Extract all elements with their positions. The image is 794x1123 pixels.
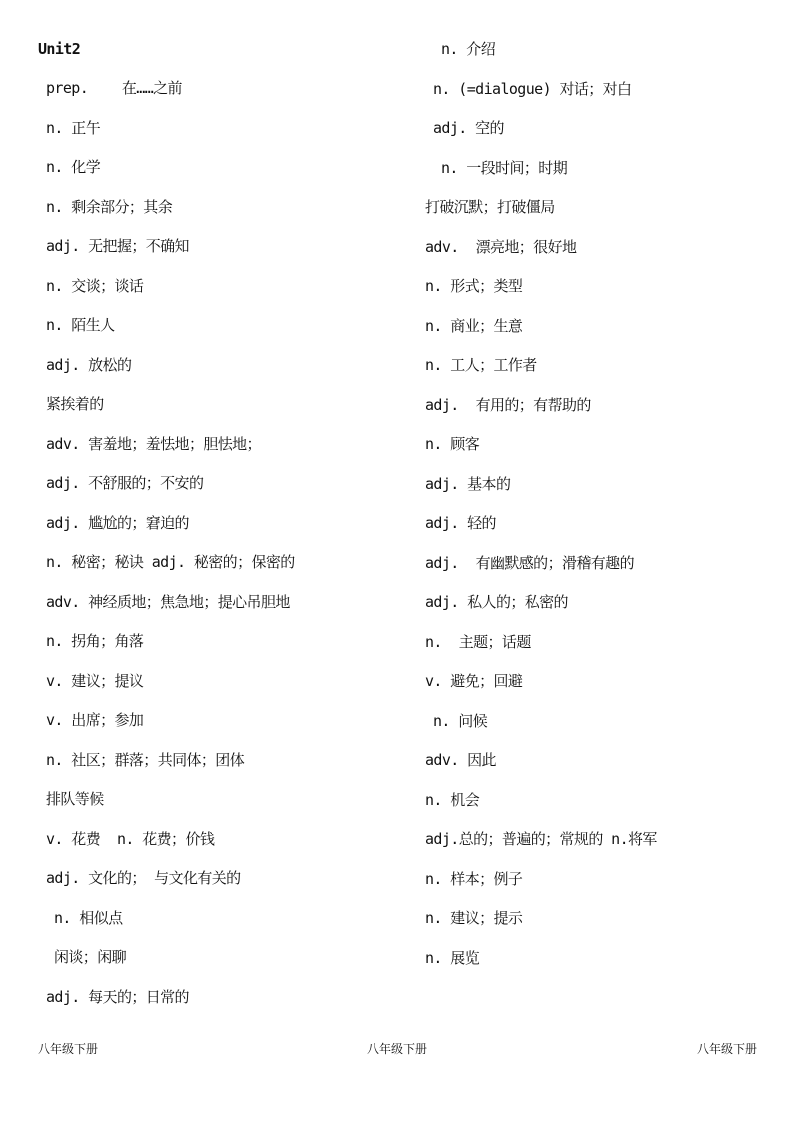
vocab-entry: v. 花费 n. 花费；价钱 [46, 829, 215, 848]
vocab-entry: n. 秘密；秘诀 adj. 秘密的；保密的 [46, 553, 295, 571]
vocab-entry: adv. 害羞地；羞怯地；胆怯地； [46, 434, 261, 453]
vocab-entry: adj. 放松的 [46, 355, 132, 374]
vocab-entry: n. 问候 [433, 711, 488, 730]
footer-right: 八年级下册 [697, 1042, 758, 1056]
vocab-entry: n. 机会 [425, 790, 480, 809]
vocab-entry: adj. 尴尬的；窘迫的 [46, 513, 189, 532]
vocab-entry: adj.总的；普遍的；常规的 n.将军 [425, 830, 657, 848]
vocab-entry: v. 避免；回避 [425, 672, 523, 690]
vocab-entry: n. 交谈；谈话 [46, 276, 144, 295]
vocab-entry: n. 展览 [425, 948, 480, 967]
vocab-entry: adj. 文化的； 与文化有关的 [46, 869, 241, 887]
vocab-entry: prep. 在……之前 [46, 79, 182, 97]
vocab-entry: adj. 不舒服的；不安的 [46, 474, 204, 492]
vocab-entry: v. 出席；参加 [46, 711, 144, 729]
vocab-entry: adv. 因此 [425, 751, 496, 769]
footer-left: 八年级下册 [38, 1042, 99, 1056]
vocab-entry: n. 形式；类型 [425, 277, 523, 295]
vocab-entry: 打破沉默；打破僵局 [425, 198, 555, 216]
vocab-entry: n. 工人；工作者 [425, 356, 537, 374]
vocab-entry: 排队等候 [46, 790, 104, 808]
vocab-entry: adv. 漂亮地；很好地 [425, 237, 577, 256]
vocab-entry: n. 陌生人 [46, 316, 115, 334]
footer-center: 八年级下册 [367, 1042, 428, 1056]
vocab-entry: adj. 有幽默感的；滑稽有趣的 [425, 553, 634, 572]
vocab-entry: adj. 每天的；日常的 [46, 987, 189, 1006]
vocab-entry: 闲谈；闲聊 [54, 948, 127, 966]
vocab-entry: adj. 无把握；不确知 [46, 237, 189, 255]
vocab-entry: adj. 私人的；私密的 [425, 593, 568, 611]
vocab-entry: adv. 神经质地；焦急地；提心吊胆地 [46, 592, 290, 611]
vocab-entry: n. 社区；群落；共同体；团体 [46, 750, 245, 769]
vocab-entry: 紧挨着的 [46, 395, 104, 413]
vocab-entry: adj. 轻的 [425, 514, 496, 532]
vocab-entry: adj. 空的 [433, 119, 504, 137]
vocab-entry: n. 拐角；角落 [46, 632, 144, 650]
vocab-entry: n. 化学 [46, 158, 101, 176]
vocab-entry: n. (=dialogue) 对话；对白 [433, 79, 632, 98]
vocab-entry: n. 建议；提示 [425, 909, 523, 927]
unit-title: Unit2 [38, 40, 81, 58]
vocab-entry: adj. 基本的 [425, 474, 511, 493]
vocab-entry: n. 顾客 [425, 435, 480, 453]
vocab-entry: n. 主题；话题 [425, 632, 531, 651]
vocab-entry: n. 样本；例子 [425, 869, 523, 888]
vocab-entry: n. 剩余部分；其余 [46, 197, 173, 216]
vocab-entry: n. 介绍 [441, 40, 496, 58]
vocab-entry: n. 一段时间；时期 [441, 158, 568, 177]
vocab-entry: n. 正午 [46, 118, 101, 137]
vocab-entry: n. 商业；生意 [425, 316, 523, 335]
vocab-entry: v. 建议；提议 [46, 671, 144, 690]
vocab-entry: n. 相似点 [54, 908, 123, 927]
vocab-entry: adj. 有用的；有帮助的 [425, 395, 591, 414]
